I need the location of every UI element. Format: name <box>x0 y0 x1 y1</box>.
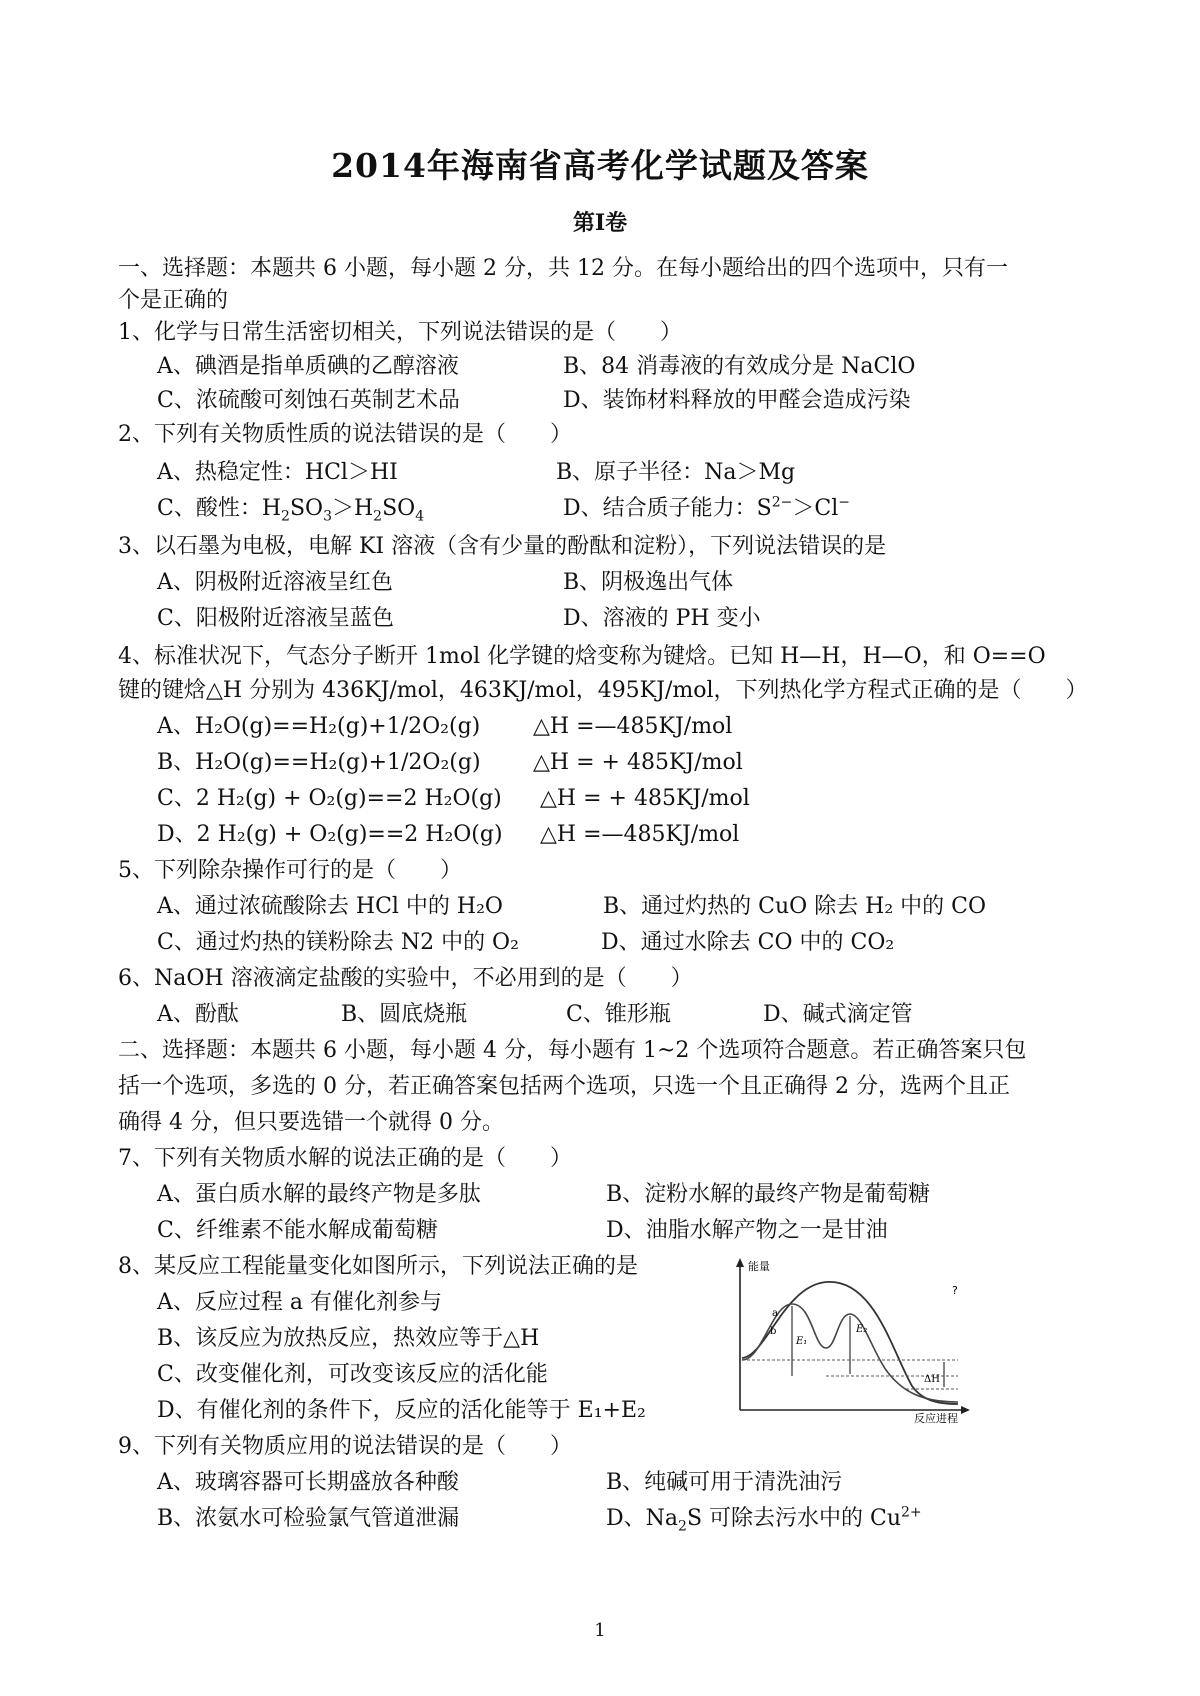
q8-option-a: A、反应过程 a 有催化剂参与 <box>157 1290 442 1315</box>
q7-option-d: D、油脂水解产物之一是甘油 <box>606 1218 888 1243</box>
q7-option-b: B、淀粉水解的最终产物是葡萄糖 <box>606 1182 931 1207</box>
q8-option-b: B、该反应为放热反应，热效应等于△H <box>157 1326 540 1351</box>
q6-option-b: B、圆底烧瓶 <box>341 1002 468 1027</box>
q1-option-a: A、碘酒是指单质碘的乙醇溶液 <box>157 354 459 379</box>
q9-option-a: A、玻璃容器可长期盛放各种酸 <box>157 1470 459 1495</box>
q2-option-a: A、热稳定性：HCl＞HI <box>157 460 398 485</box>
page-title: 2014年海南省高考化学试题及答案 <box>331 146 869 185</box>
q8-option-c: C、改变催化剂，可改变该反应的活化能 <box>157 1362 548 1387</box>
q6-stem: 6、NaOH 溶液滴定盐酸的实验中，不必用到的是（ ） <box>118 966 693 991</box>
q2-option-b: B、原子半径：Na＞Mg <box>556 460 796 485</box>
energy-profile-diagram <box>726 1256 972 1424</box>
q4-stem-cont: 键的键焓△H 分别为 436KJ/mol，463KJ/mol，495KJ/mol，下列热化学方程式正确的是（ ） <box>118 678 1088 703</box>
part-subtitle: 第Ⅰ卷 <box>572 210 628 236</box>
y-axis-label: 能量 <box>748 1260 770 1273</box>
e1-label: E₁ <box>796 1336 808 1347</box>
section1-heading-cont: 个是正确的 <box>118 288 229 313</box>
q6-option-a: A、酚酞 <box>157 1002 239 1027</box>
q2-stem: 2、下列有关物质性质的说法错误的是（ ） <box>118 422 572 447</box>
q4-option-b-enthalpy: △H = + 485KJ/mol <box>533 750 743 775</box>
q7-option-a: A、蛋白质水解的最终产物是多肽 <box>157 1182 481 1207</box>
q7-stem: 7、下列有关物质水解的说法正确的是（ ） <box>118 1146 572 1171</box>
q4-option-d-enthalpy: △H =—485KJ/mol <box>540 822 740 847</box>
e2-label: E₂ <box>856 1324 868 1335</box>
q1-option-b: B、84 消毒液的有效成分是 NaClO <box>563 354 916 379</box>
q4-option-d-equation: D、2 H₂(g) + O₂(g)==2 H₂O(g) <box>157 822 503 847</box>
q4-option-c-equation: C、2 H₂(g) + O₂(g)==2 H₂O(g) <box>157 786 502 811</box>
section1-heading: 一、选择题：本题共 6 小题，每小题 2 分，共 12 分。在每小题给出的四个选项中，只有一 <box>118 256 1008 281</box>
q3-option-b: B、阴极逸出气体 <box>563 570 734 595</box>
delta-h-label: ΔH <box>924 1374 940 1385</box>
q5-stem: 5、下列除杂操作可行的是（ ） <box>118 858 462 883</box>
q8-option-d: D、有催化剂的条件下，反应的活化能等于 E₁+E₂ <box>157 1398 646 1423</box>
q1-stem: 1、化学与日常生活密切相关，下列说法错误的是（ ） <box>118 320 682 345</box>
q5-option-d: D、通过水除去 CO 中的 CO₂ <box>601 930 895 955</box>
stray-mark: ? <box>952 1284 958 1297</box>
q6-option-c: C、锥形瓶 <box>566 1002 671 1027</box>
q4-option-b-equation: B、H₂O(g)==H₂(g)+1/2O₂(g) <box>157 750 481 775</box>
section2-heading-cont2: 确得 4 分，但只要选错一个就得 0 分。 <box>118 1110 504 1135</box>
page-number: 1 <box>594 1620 606 1641</box>
q4-option-c-enthalpy: △H = + 485KJ/mol <box>540 786 750 811</box>
q5-option-c: C、通过灼热的镁粉除去 N2 中的 O₂ <box>157 930 519 955</box>
x-axis-label: 反应进程 <box>914 1412 958 1424</box>
y-axis-arrow <box>736 1258 744 1267</box>
q9-option-b: B、纯碱可用于清洗油污 <box>606 1470 843 1495</box>
q3-option-d: D、溶液的 PH 变小 <box>563 606 761 631</box>
section2-heading-cont1: 括一个选项，多选的 0 分，若正确答案包括两个选项，只选一个且正确得 2 分，选两个且正 <box>118 1074 1010 1099</box>
q3-option-c: C、阳极附近溶液呈蓝色 <box>157 606 394 631</box>
q4-option-a-enthalpy: △H =—485KJ/mol <box>533 714 733 739</box>
section2-heading: 二、选择题：本题共 6 小题，每小题 4 分，每小题有 1~2 个选项符合题意。若正确答案只包 <box>118 1038 1027 1063</box>
q9-option-c: B、浓氨水可检验氯气管道泄漏 <box>157 1506 460 1531</box>
q8-stem: 8、某反应工程能量变化如图所示，下列说法正确的是 <box>118 1254 638 1279</box>
q4-stem: 4、标准状况下，气态分子断开 1mol 化学键的焓变称为键焓。已知 H—H，H—O，和 O==O <box>118 644 1046 669</box>
q2-option-c: C、酸性：$H_2SO_3>H_2SO_4$ <box>157 496 425 525</box>
q1-option-d: D、装饰材料释放的甲醛会造成污染 <box>563 388 911 413</box>
curve-a-label: a <box>772 1308 778 1319</box>
q1-option-c: C、浓硫酸可刻蚀石英制艺术品 <box>157 388 460 413</box>
q3-stem: 3、以石墨为电极，电解 KI 溶液（含有少量的酚酞和淀粉），下列说法错误的是 <box>118 534 887 559</box>
q7-option-c: C、纤维素不能水解成葡萄糖 <box>157 1218 438 1243</box>
x-axis-arrow <box>961 1406 970 1414</box>
q4-option-a-equation: A、H₂O(g)==H₂(g)+1/2O₂(g) <box>157 714 481 739</box>
q3-option-a: A、阴极附近溶液呈红色 <box>157 570 393 595</box>
curve-b-label: b <box>770 1326 777 1337</box>
q5-option-a: A、通过浓硫酸除去 HCl 中的 H₂O <box>157 894 503 919</box>
q5-option-b: B、通过灼热的 CuO 除去 H₂ 中的 CO <box>603 894 987 919</box>
q9-stem: 9、下列有关物质应用的说法错误的是（ ） <box>118 1434 572 1459</box>
q9-option-d: D、$Na_2S$ 可除去污水中的 $Cu^{2+}$ <box>606 1504 922 1535</box>
q2-option-d: D、结合质子能力：$S^{2-}>Cl^-$ <box>563 494 850 521</box>
q6-option-d: D、碱式滴定管 <box>763 1002 913 1027</box>
